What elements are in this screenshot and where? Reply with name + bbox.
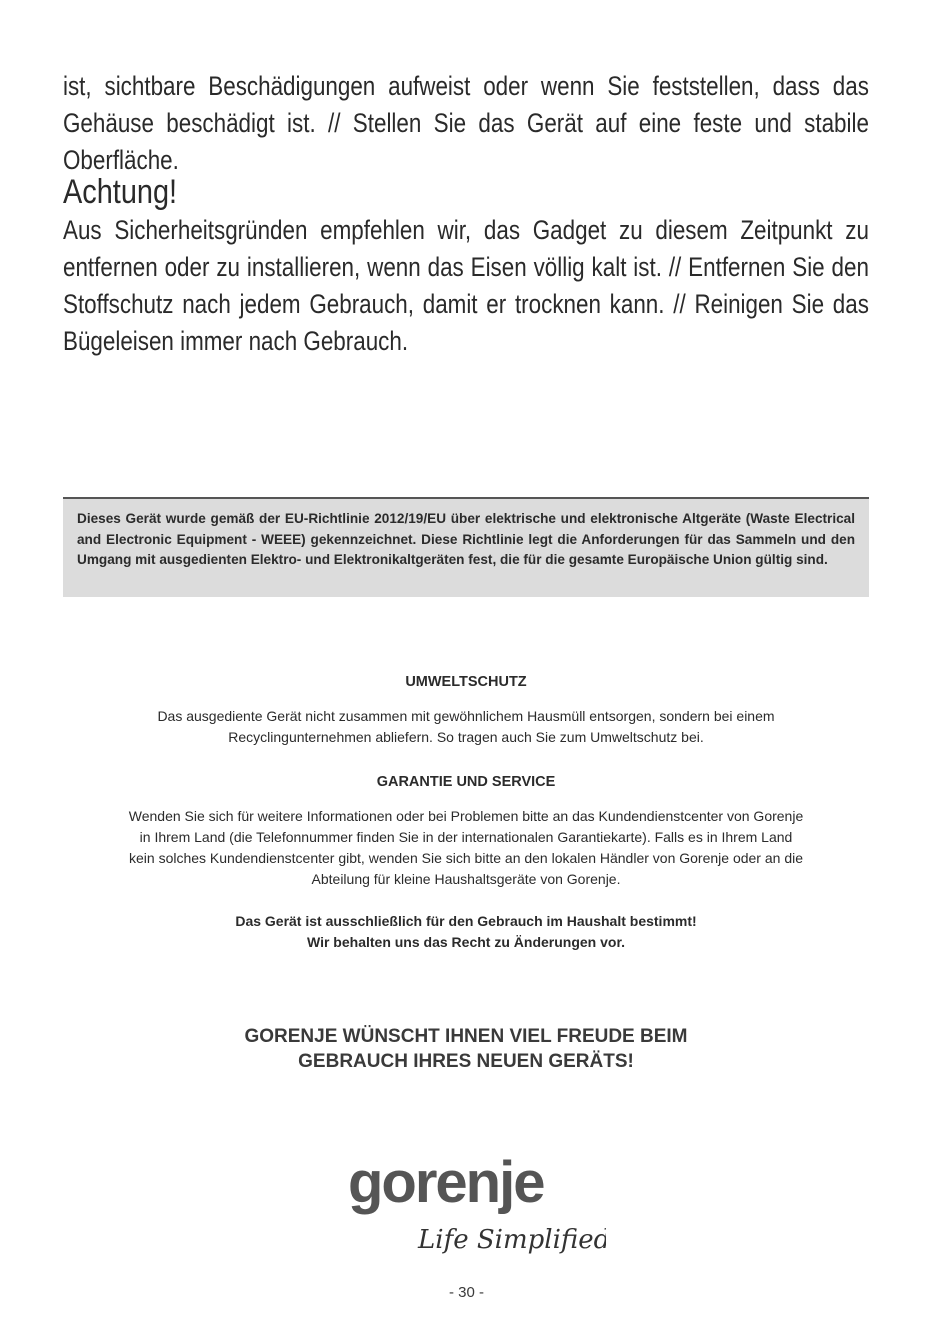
gorenje-logo xyxy=(346,1150,606,1260)
intro-paragraph: ist, sichtbare Beschädigungen aufweist oder wenn Sie feststellen, dass das Gehäuse beschädigt ist. // Stellen Sie das Gerät auf eine feste und stabile Oberfläche. xyxy=(63,71,869,175)
closing-message xyxy=(63,1024,869,1074)
weee-notice-box xyxy=(63,497,869,597)
warranty-line-2: in Ihrem Land (die Telefonnummer finden Sie in der internationalen Garantiekarte). Falls es in Ihrem Land xyxy=(139,829,793,845)
environment-section xyxy=(63,672,869,748)
environment-line-1: Das ausgediente Gerät nicht zusammen mit gewöhnlichem Hausmüll entsorgen, sondern bei einem xyxy=(157,708,775,724)
warning-body: Aus Sicherheitsgründen empfehlen wir, das Gadget zu diesem Zeitpunkt zu entfernen oder zu installieren, wenn das Eisen völlig kalt ist. // Entfernen Sie den Stoffschutz nach jedem Gebrauch, damit er trocknen kann. // Reinigen Sie das Bügeleisen immer nach Gebrauch. xyxy=(63,215,869,356)
warranty-line-1: Wenden Sie sich für weitere Informationen oder bei Problemen bitte an das Kundendienstcenter von Gorenje xyxy=(128,808,804,824)
gorenje-wordmark: gorenje xyxy=(348,1150,544,1215)
household-notice-line-2: Wir behalten uns das Recht zu Änderungen vor. xyxy=(306,934,626,950)
warranty-line-3: kein solches Kundendienstcenter gibt, wenden Sie sich bitte an den lokalen Händler von Gorenje oder an die xyxy=(129,850,803,866)
household-notice-line-1: Das Gerät ist ausschließlich für den Gebrauch im Haushalt bestimmt! xyxy=(235,913,697,929)
gorenje-logo-graphic xyxy=(346,1150,606,1260)
environment-line-2: Recyclingunternehmen abliefern. So tragen auch Sie zum Umweltschutz bei. xyxy=(228,729,704,745)
weee-notice-text: Dieses Gerät wurde gemäß der EU-Richtlinie 2012/19/EU über elektrische und elektronische Altgeräte (Waste Electrical and Electronic Equipment - WEEE) gekennzeichnet. Diese Richtlinie legt die Anforderungen für das Sammeln und den Umgang mit ausgedienten Elektro- und Elektronikaltgeräten fest, die für die gesamte Europäische Union gültig sind. xyxy=(77,511,855,567)
closing-line-1: GORENJE WÜNSCHT IHNEN VIEL FREUDE BEIM xyxy=(244,1026,688,1047)
warning-heading: Achtung! xyxy=(63,173,178,211)
warranty-line-4: Abteilung für kleine Haushaltsgeräte von Gorenje. xyxy=(311,871,621,887)
page-number: - 30 - xyxy=(448,1284,484,1301)
closing-line-2: GEBRAUCH IHRES NEUEN GERÄTS! xyxy=(298,1051,634,1072)
gorenje-tagline: Life Simplified xyxy=(418,1225,606,1255)
household-notice xyxy=(63,911,869,953)
environment-heading: UMWELTSCHUTZ xyxy=(405,674,527,690)
warranty-heading: GARANTIE UND SERVICE xyxy=(376,774,556,790)
warranty-section xyxy=(63,772,869,890)
